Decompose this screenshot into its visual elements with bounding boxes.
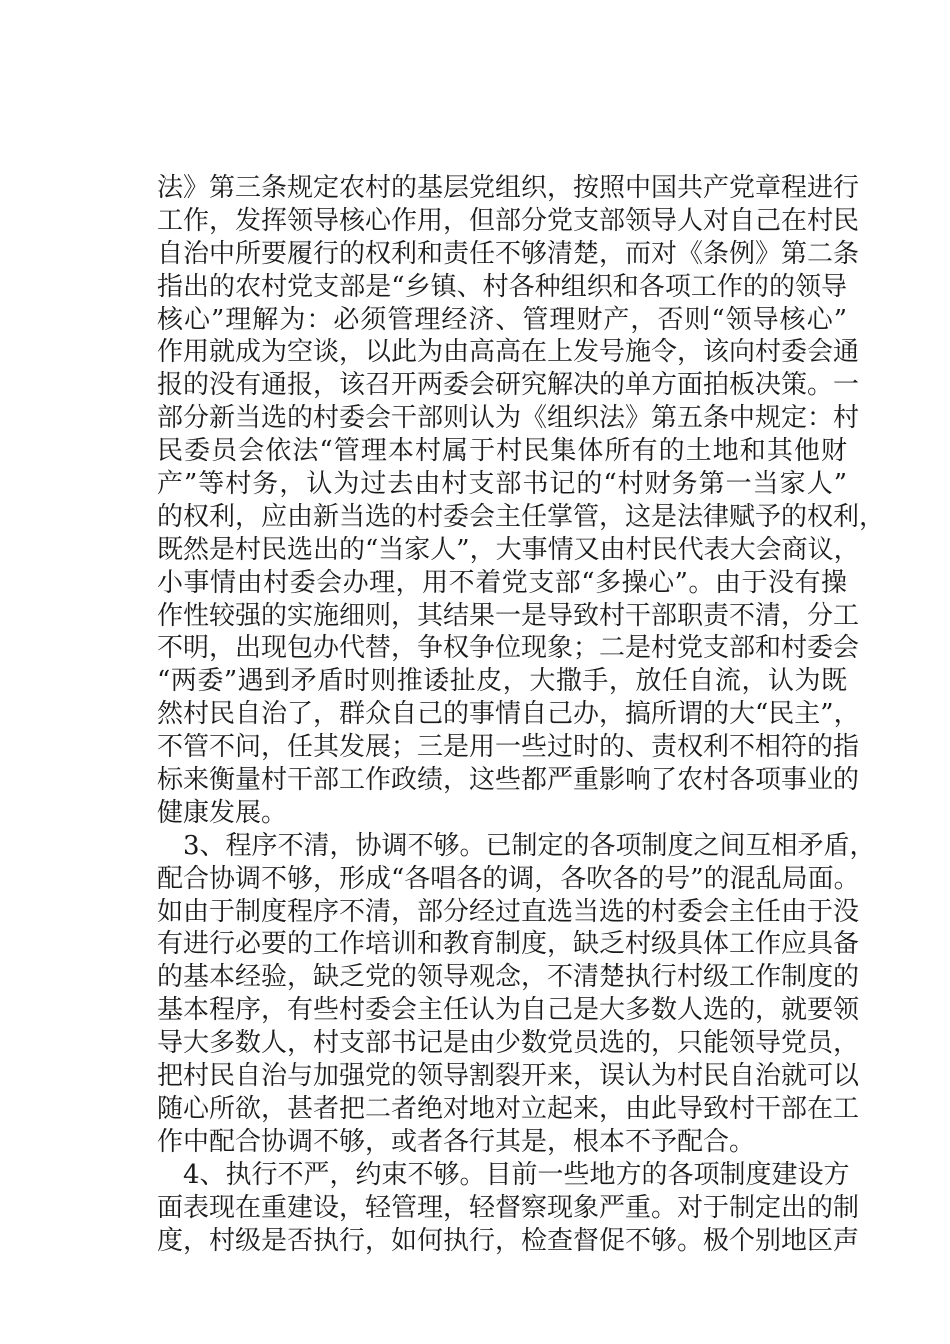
paragraph-3	[157, 1159, 860, 1258]
text-line: “两委”遇到矛盾时则推诿扯皮，大撒手，放任自流，认为既	[157, 666, 847, 697]
text-line: 然村民自治了，群众自己的事情自己办，搞所谓的大“民主”，	[157, 699, 860, 730]
text-line: 3、程序不清，协调不够。已制定的各项制度之间互相矛盾，	[183, 830, 876, 861]
text-line: 如由于制度程序不清，部分经过直选当选的村委会主任由于没	[157, 896, 860, 927]
text-line: 面表现在重建设，轻管理，轻督察现象严重。对于制定出的制	[157, 1192, 860, 1223]
paragraph-2	[157, 830, 876, 1159]
text-line: 基本程序，有些村委会主任认为自己是大多数人选的，就要领	[157, 995, 860, 1026]
text-line: 的权利，应由新当选的村委会主任掌管，这是法律赋予的权利，	[157, 501, 886, 532]
text-line: 随心所欲，甚者把二者绝对地对立起来，由此导致村干部在工	[157, 1093, 860, 1124]
text-line: 报的没有通报，该召开两委会研究解决的单方面拍板决策。一	[157, 370, 860, 401]
text-line: 4、执行不严，约束不够。目前一些地方的各项制度建设方	[183, 1159, 850, 1190]
text-line: 作用就成为空谈，以此为由高高在上发号施令，该向村委会通	[157, 337, 860, 368]
text-line: 法》第三条规定农村的基层党组织，按照中国共产党章程进行	[157, 173, 860, 203]
text-line: 把村民自治与加强党的领导割裂开来，误认为村民自治就可以	[157, 1061, 860, 1092]
text-line: 工作，发挥领导核心作用，但部分党支部领导人对自己在村民	[157, 205, 860, 236]
text-line: 有进行必要的工作培训和教育制度，缺乏村级具体工作应具备	[157, 929, 860, 960]
text-line: 部分新当选的村委会干部则认为《组织法》第五条中规定：村	[157, 403, 860, 434]
text-line: 不管不问，任其发展；三是用一些过时的、责权利不相符的指	[157, 732, 860, 763]
text-line: 健康发展。	[157, 797, 288, 828]
text-line: 作中配合协调不够，或者各行其是，根本不予配合。	[157, 1126, 756, 1157]
text-line: 导大多数人，村支部书记是由少数党员选的，只能领导党员，	[157, 1028, 860, 1059]
text-line: 指出的农村党支部是“乡镇、村各种组织和各项工作的的领导	[157, 271, 847, 302]
text-line: 既然是村民选出的“当家人”，大事情又由村民代表大会商议，	[157, 534, 860, 565]
text-line: 小事情由村委会办理，用不着党支部“多操心”。由于没有操	[157, 567, 847, 598]
paragraph-1	[157, 172, 886, 830]
text-line: 核心”理解为：必须管理经济、管理财产，否则“领导核心”	[157, 304, 847, 335]
document-body	[157, 172, 886, 1257]
text-line: 配合协调不够，形成“各唱各的调，各吹各的号”的混乱局面。	[157, 863, 860, 894]
text-line: 不明，出现包办代替，争权争位现象；二是村党支部和村委会	[157, 633, 860, 664]
text-line: 自治中所要履行的权利和责任不够清楚，而对《条例》第二条	[157, 238, 860, 269]
text-line: 作性较强的实施细则，其结果一是导致村干部职责不清，分工	[157, 600, 860, 631]
text-line: 标来衡量村干部工作政绩，这些都严重影响了农村各项事业的	[157, 765, 860, 796]
text-line: 度，村级是否执行，如何执行，检查督促不够。极个别地区声	[157, 1225, 860, 1256]
text-line: 民委员会依法“管理本村属于村民集体所有的土地和其他财	[157, 436, 847, 467]
text-line: 的基本经验，缺乏党的领导观念，不清楚执行村级工作制度的	[157, 962, 860, 993]
text-line: 产”等村务，认为过去由村支部书记的“村财务第一当家人”	[157, 469, 847, 500]
